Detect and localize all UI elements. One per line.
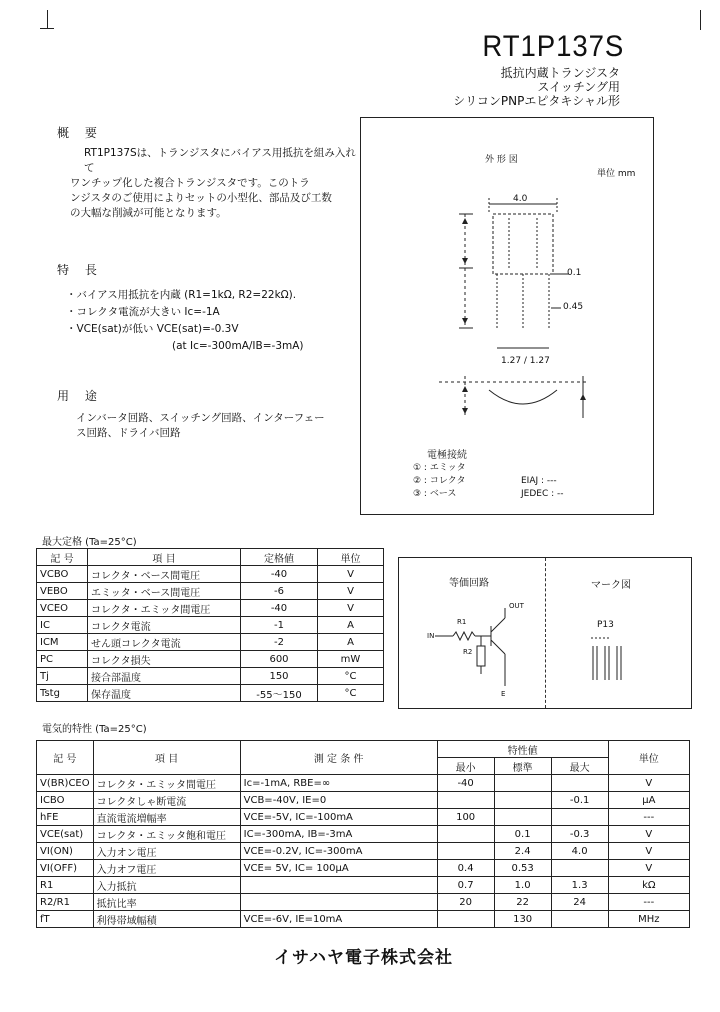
header-cell: 単位: [318, 549, 384, 566]
max-cell: [551, 911, 608, 928]
min-cell: 0.4: [437, 860, 494, 877]
divider: [545, 558, 547, 708]
max-cell: [551, 775, 608, 792]
header-cell: 測 定 条 件: [240, 741, 437, 775]
symbol-cell: VI(OFF): [37, 860, 94, 877]
pin-item: ② : コレクタ: [413, 476, 466, 486]
overview-line: RT1P137Sは、トランジスタにバイアス用抵抗を組み入れて: [84, 147, 356, 174]
value-cell: 150: [241, 668, 318, 685]
symbol-cell: VCEO: [37, 600, 88, 617]
symbol-cell: IC: [37, 617, 88, 634]
dim-0-1: 0.1: [567, 268, 582, 278]
feature-item: ・コレクタ電流が大きい Ic=-1A: [66, 306, 220, 318]
item-cell: 保存温度: [88, 685, 241, 702]
dim-0-45: 0.45: [563, 302, 584, 312]
part-number: RT1P137S: [482, 30, 624, 63]
symbol-cell: Tj: [37, 668, 88, 685]
symbol-cell: PC: [37, 651, 88, 668]
min-cell: [437, 826, 494, 843]
min-cell: 0.7: [437, 877, 494, 894]
symbol-cell: VEBO: [37, 583, 88, 600]
symbol-cell: VCBO: [37, 566, 88, 583]
symbol-cell: ICM: [37, 634, 88, 651]
marking-text: P13: [597, 620, 614, 630]
unit-cell: kΩ: [608, 877, 689, 894]
equivalent-circuit-schematic: [419, 598, 539, 698]
item-cell: 入力抵抗: [93, 877, 240, 894]
unit-cell: A: [318, 634, 384, 651]
feature-item: ・VCE(sat)が低い VCE(sat)=-0.3V: [66, 323, 239, 335]
unit-cell: mW: [318, 651, 384, 668]
outline-unit: 単位 mm: [597, 169, 636, 179]
table-row: [37, 826, 690, 843]
marking-leads: [585, 632, 645, 682]
value-cell: -1: [241, 617, 318, 634]
subheader-cell: 標準: [494, 758, 551, 775]
min-cell: 100: [437, 809, 494, 826]
overview-line: ンジスタのご使用によりセットの小型化、部品及び工数: [70, 192, 332, 204]
application-line: ス回路、ドライバ回路: [76, 427, 181, 439]
min-cell: -40: [437, 775, 494, 792]
value-cell: -6: [241, 583, 318, 600]
table-row: [37, 583, 384, 600]
unit-cell: V: [318, 600, 384, 617]
value-cell: 600: [241, 651, 318, 668]
condition-cell: [240, 894, 437, 911]
features-list: [66, 287, 356, 355]
item-cell: コレクタしゃ断電流: [93, 792, 240, 809]
dimension-arrows: [462, 218, 586, 414]
outline-title: 外 形 図: [485, 155, 518, 165]
condition-cell: [240, 877, 437, 894]
symbol-cell: fT: [37, 911, 94, 928]
pin-item: ① : エミッタ: [413, 463, 466, 473]
symbol-cell: VI(ON): [37, 843, 94, 860]
overview-text: [70, 146, 360, 221]
electrical-table: [36, 740, 690, 928]
typ-cell: [494, 775, 551, 792]
eiaj-code: EIAJ : ---: [521, 476, 557, 486]
unit-cell: V: [608, 826, 689, 843]
table-row: [37, 566, 384, 583]
header-cell: 記 号: [37, 549, 88, 566]
company-name: イサハヤ電子株式会社: [274, 948, 453, 968]
feature-item: (at Ic=-300mA/IB=-3mA): [172, 340, 304, 352]
table-header-row: [37, 741, 690, 758]
item-cell: コレクタ・エミッタ間電圧: [93, 775, 240, 792]
equivalent-circuit-title: 等価回路: [449, 578, 489, 589]
table-row: [37, 651, 384, 668]
dim-width: 4.0: [513, 194, 528, 204]
typ-cell: 2.4: [494, 843, 551, 860]
subtitle-line: シリコンPNPエピタキシャル形: [453, 94, 620, 108]
condition-cell: Ic=-1mA, RBE=∞: [240, 775, 437, 792]
item-cell: 接合部温度: [88, 668, 241, 685]
table-row: [37, 860, 690, 877]
symbol-cell: V(BR)CEO: [37, 775, 94, 792]
standards: [521, 475, 564, 501]
item-cell: コレクタ損失: [88, 651, 241, 668]
min-cell: 20: [437, 894, 494, 911]
out-label: OUT: [509, 602, 524, 610]
item-cell: せん頭コレクタ電流: [88, 634, 241, 651]
header-cell: 項 目: [93, 741, 240, 775]
frame-tick: [40, 28, 54, 29]
symbol-cell: R2/R1: [37, 894, 94, 911]
frame-tick: [700, 10, 701, 30]
item-cell: コレクタ・エミッタ間電圧: [88, 600, 241, 617]
unit-cell: μA: [608, 792, 689, 809]
condition-cell: VCE=-0.2V, IC=-300mA: [240, 843, 437, 860]
marking-title: マーク図: [591, 580, 631, 591]
header-cell: 定格値: [241, 549, 318, 566]
r2-label: R2: [463, 648, 473, 656]
overview-heading: 概 要: [57, 126, 103, 140]
header-cell: 特性値: [437, 741, 608, 758]
subheader-cell: 最大: [551, 758, 608, 775]
table-row: [37, 911, 690, 928]
subtitle: [380, 66, 620, 108]
max-ratings-title: 最大定格 (Ta=25°C): [42, 537, 137, 548]
applications-text: [76, 411, 356, 441]
max-cell: [551, 809, 608, 826]
typ-cell: 130: [494, 911, 551, 928]
unit-cell: MHz: [608, 911, 689, 928]
in-label: IN: [427, 632, 435, 640]
item-cell: エミッタ・ベース間電圧: [88, 583, 241, 600]
condition-cell: IC=-300mA, IB=-3mA: [240, 826, 437, 843]
frame-tick: [47, 10, 48, 28]
electrical-title: 電気的特性 (Ta=25°C): [42, 724, 147, 735]
condition-cell: VCB=-40V, IE=0: [240, 792, 437, 809]
value-cell: -40: [241, 566, 318, 583]
circuit-marking-box: [398, 557, 692, 709]
condition-cell: VCE= 5V, IC= 100μA: [240, 860, 437, 877]
subheader-cell: 最小: [437, 758, 494, 775]
max-cell: 1.3: [551, 877, 608, 894]
max-cell: 24: [551, 894, 608, 911]
min-cell: [437, 792, 494, 809]
unit-cell: V: [318, 583, 384, 600]
typ-cell: 0.53: [494, 860, 551, 877]
item-cell: 抵抗比率: [93, 894, 240, 911]
table-row: [37, 685, 384, 702]
value-cell: -2: [241, 634, 318, 651]
subtitle-line: 抵抗内蔵トランジスタ: [500, 66, 620, 80]
max-cell: 4.0: [551, 843, 608, 860]
symbol-cell: Tstg: [37, 685, 88, 702]
table-row: [37, 617, 384, 634]
table-row: [37, 843, 690, 860]
table-row: [37, 634, 384, 651]
table-row: [37, 894, 690, 911]
unit-cell: °C: [318, 668, 384, 685]
item-cell: コレクタ電流: [88, 617, 241, 634]
value-cell: -40: [241, 600, 318, 617]
table-header-row: [37, 549, 384, 566]
typ-cell: 22: [494, 894, 551, 911]
applications-heading: 用 途: [57, 389, 103, 403]
header-cell: 単位: [608, 741, 689, 775]
feature-item: ・バイアス用抵抗を内蔵 (R1=1kΩ, R2=22kΩ).: [66, 289, 297, 301]
unit-cell: ---: [608, 809, 689, 826]
min-cell: [437, 911, 494, 928]
table-row: [37, 775, 690, 792]
table-row: [37, 668, 384, 685]
unit-cell: V: [608, 860, 689, 877]
item-cell: 直流電流増幅率: [93, 809, 240, 826]
table-row: [37, 809, 690, 826]
max-ratings-table: [36, 548, 384, 702]
electrode-title: 電極接続: [427, 450, 467, 461]
item-cell: 入力オン電圧: [93, 843, 240, 860]
unit-cell: V: [608, 843, 689, 860]
typ-cell: [494, 792, 551, 809]
condition-cell: VCE=-5V, IC=-100mA: [240, 809, 437, 826]
value-cell: -55～150: [241, 685, 318, 702]
symbol-cell: R1: [37, 877, 94, 894]
package-drawing: [361, 118, 653, 418]
symbol-cell: VCE(sat): [37, 826, 94, 843]
header-cell: 記 号: [37, 741, 94, 775]
max-cell: -0.1: [551, 792, 608, 809]
table-row: [37, 792, 690, 809]
r1-label: R1: [457, 618, 467, 626]
overview-line: ワンチップ化した複合トランジスタです。このトラ: [70, 177, 310, 189]
item-cell: コレクタ・ベース間電圧: [88, 566, 241, 583]
pin-item: ③ : ベース: [413, 489, 457, 499]
overview-line: の大幅な削減が可能となります。: [70, 207, 227, 219]
unit-cell: ---: [608, 894, 689, 911]
unit-cell: V: [318, 566, 384, 583]
e-label: E: [501, 690, 506, 698]
item-cell: コレクタ・エミッタ飽和電圧: [93, 826, 240, 843]
typ-cell: [494, 809, 551, 826]
jedec-code: JEDEC : --: [521, 489, 564, 499]
application-line: インバータ回路、スイッチング回路、インターフェー: [76, 412, 325, 424]
item-cell: 利得帯域幅積: [93, 911, 240, 928]
table-row: [37, 877, 690, 894]
max-cell: -0.3: [551, 826, 608, 843]
unit-cell: V: [608, 775, 689, 792]
item-cell: 入力オフ電圧: [93, 860, 240, 877]
min-cell: [437, 843, 494, 860]
typ-cell: 1.0: [494, 877, 551, 894]
condition-cell: VCE=-6V, IE=10mA: [240, 911, 437, 928]
max-cell: [551, 860, 608, 877]
subtitle-line: スイッチング用: [537, 80, 620, 94]
pin-list: [413, 462, 466, 501]
symbol-cell: hFE: [37, 809, 94, 826]
header-cell: 項 目: [88, 549, 241, 566]
dim-pitch: 1.27 / 1.27: [501, 356, 550, 366]
unit-cell: A: [318, 617, 384, 634]
outline-drawing-box: [360, 117, 654, 515]
table-row: [37, 600, 384, 617]
unit-cell: °C: [318, 685, 384, 702]
features-heading: 特 長: [57, 263, 103, 277]
typ-cell: 0.1: [494, 826, 551, 843]
symbol-cell: ICBO: [37, 792, 94, 809]
